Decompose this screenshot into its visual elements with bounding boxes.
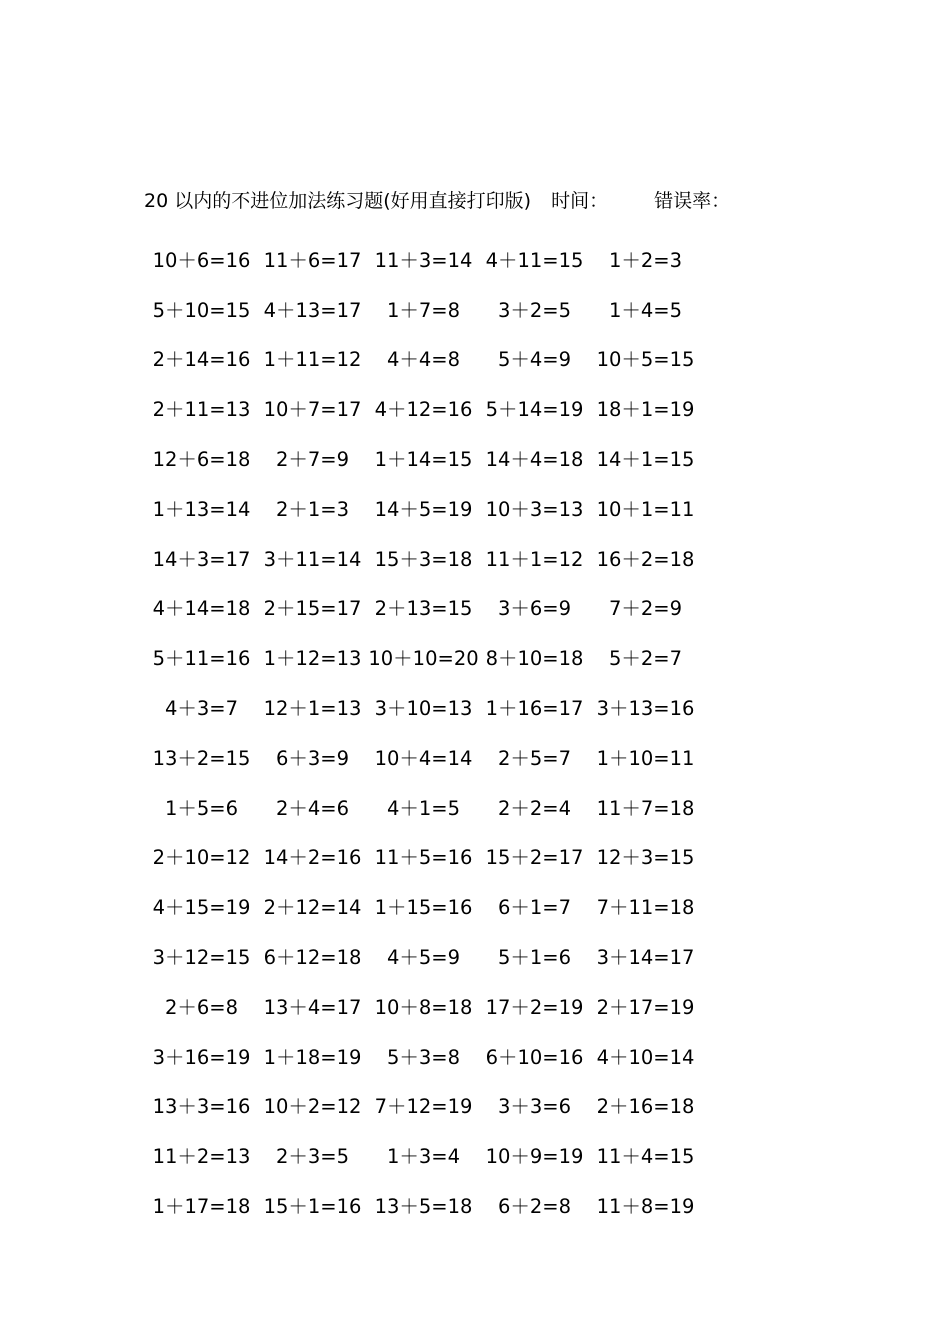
addition-problem: 14＋3=17 — [152, 547, 251, 571]
addition-problem: 1＋18=19 — [263, 1045, 362, 1069]
addition-problem: 2＋3=5 — [275, 1145, 350, 1169]
addition-problem: 2＋10=12 — [152, 846, 251, 870]
addition-problem: 11＋7=18 — [596, 796, 695, 820]
addition-problem: 1＋17=18 — [152, 1195, 251, 1219]
problem-row — [146, 1081, 701, 1131]
addition-problem: 1＋11=12 — [263, 348, 362, 372]
addition-problem: 4＋10=14 — [596, 1045, 695, 1069]
addition-problem: 4＋12=16 — [374, 398, 473, 422]
addition-problem: 14＋1=15 — [596, 448, 695, 472]
addition-problem: 11＋1=12 — [485, 547, 584, 571]
problem-row — [146, 1180, 701, 1230]
addition-problem: 12＋6=18 — [152, 448, 251, 472]
addition-problem: 2＋1=3 — [275, 497, 350, 521]
addition-problem: 5＋2=7 — [608, 647, 683, 671]
addition-problem: 1＋10=11 — [596, 746, 695, 770]
addition-problem: 2＋4=6 — [275, 796, 350, 820]
addition-problem: 2＋5=7 — [497, 746, 572, 770]
addition-problem: 15＋1=16 — [263, 1195, 362, 1219]
addition-problem: 13＋3=16 — [152, 1095, 251, 1119]
addition-problem: 10＋10=20 — [368, 647, 479, 671]
addition-problem: 3＋2=5 — [497, 298, 572, 322]
addition-problem: 11＋8=19 — [596, 1195, 695, 1219]
problem-row — [146, 583, 701, 633]
addition-problem: 4＋14=18 — [152, 597, 251, 621]
addition-problem: 15＋2=17 — [485, 846, 584, 870]
addition-problem: 2＋6=8 — [164, 995, 239, 1019]
addition-problem: 2＋2=4 — [497, 796, 572, 820]
addition-problem: 11＋6=17 — [263, 248, 362, 272]
addition-problem: 1＋2=3 — [608, 248, 683, 272]
addition-problem: 2＋7=9 — [275, 448, 350, 472]
problem-row — [146, 234, 701, 284]
addition-problem: 14＋5=19 — [374, 497, 473, 521]
addition-problem: 5＋1=6 — [497, 946, 572, 970]
addition-problem: 1＋16=17 — [485, 697, 584, 721]
addition-problem: 4＋15=19 — [152, 896, 251, 920]
problem-row — [146, 533, 701, 583]
addition-problem: 10＋7=17 — [263, 398, 362, 422]
addition-problem: 12＋1=13 — [263, 697, 362, 721]
problem-row — [146, 682, 701, 732]
addition-problem: 12＋3=15 — [596, 846, 695, 870]
addition-problem: 17＋2=19 — [485, 995, 584, 1019]
addition-problem: 6＋3=9 — [275, 746, 350, 770]
addition-problem: 3＋10=13 — [374, 697, 473, 721]
addition-problem: 1＋15=16 — [374, 896, 473, 920]
problem-row — [146, 732, 701, 782]
addition-problem: 10＋4=14 — [374, 746, 473, 770]
addition-problem: 2＋11=13 — [152, 398, 251, 422]
addition-problem: 3＋16=19 — [152, 1045, 251, 1069]
addition-problem: 1＋14=15 — [374, 448, 473, 472]
addition-problem: 10＋9=19 — [485, 1145, 584, 1169]
addition-problem: 3＋13=16 — [596, 697, 695, 721]
addition-problem: 11＋5=16 — [374, 846, 473, 870]
time-label: 时间： — [551, 190, 609, 212]
addition-problem: 10＋3=13 — [485, 497, 584, 521]
addition-problem: 4＋5=9 — [386, 946, 461, 970]
addition-problem: 4＋4=8 — [386, 348, 461, 372]
problem-row — [146, 1031, 701, 1081]
addition-problem: 1＋4=5 — [608, 298, 683, 322]
addition-problem: 1＋7=8 — [386, 298, 461, 322]
addition-problem: 6＋12=18 — [263, 946, 362, 970]
addition-problem: 6＋10=16 — [485, 1045, 584, 1069]
addition-problem: 14＋2=16 — [263, 846, 362, 870]
addition-problem: 11＋4=15 — [596, 1145, 695, 1169]
addition-problem: 1＋5=6 — [164, 796, 239, 820]
addition-problem: 10＋8=18 — [374, 995, 473, 1019]
problem-row — [146, 981, 701, 1031]
addition-problem: 10＋1=11 — [596, 497, 695, 521]
addition-problem: 3＋3=6 — [497, 1095, 572, 1119]
problem-row — [146, 782, 701, 832]
addition-problem: 7＋2=9 — [608, 597, 683, 621]
problem-row — [146, 483, 701, 533]
addition-problem: 5＋3=8 — [386, 1045, 461, 1069]
addition-problem: 11＋3=14 — [374, 248, 473, 272]
addition-problem: 4＋11=15 — [485, 248, 584, 272]
addition-problem: 1＋12=13 — [263, 647, 362, 671]
addition-problem: 11＋2=13 — [152, 1145, 251, 1169]
addition-problem: 13＋4=17 — [263, 995, 362, 1019]
addition-problem: 1＋3=4 — [386, 1145, 461, 1169]
addition-problem: 5＋11=16 — [152, 647, 251, 671]
addition-problem: 10＋5=15 — [596, 348, 695, 372]
addition-problem: 2＋14=16 — [152, 348, 251, 372]
addition-problem: 3＋14=17 — [596, 946, 695, 970]
error-rate-label: 错误率： — [654, 190, 731, 212]
addition-problem: 2＋17=19 — [596, 995, 695, 1019]
addition-problem: 6＋2=8 — [497, 1195, 572, 1219]
problem-row — [146, 284, 701, 334]
worksheet-header — [144, 186, 730, 216]
addition-problem: 8＋10=18 — [485, 647, 584, 671]
addition-problem: 10＋2=12 — [263, 1095, 362, 1119]
addition-problem: 15＋3=18 — [374, 547, 473, 571]
addition-problem: 5＋10=15 — [152, 298, 251, 322]
addition-problem: 14＋4=18 — [485, 448, 584, 472]
problem-row — [146, 383, 701, 433]
addition-problem: 5＋4=9 — [497, 348, 572, 372]
addition-problem: 4＋1=5 — [386, 796, 461, 820]
addition-problem: 4＋3=7 — [164, 697, 239, 721]
addition-problem: 2＋13=15 — [374, 597, 473, 621]
problem-row — [146, 334, 701, 384]
addition-problem: 2＋15=17 — [263, 597, 362, 621]
addition-problem: 2＋16=18 — [596, 1095, 695, 1119]
addition-problem: 13＋2=15 — [152, 746, 251, 770]
addition-problem: 7＋11=18 — [596, 896, 695, 920]
addition-problem: 3＋11=14 — [263, 547, 362, 571]
addition-problem: 18＋1=19 — [596, 398, 695, 422]
worksheet-title: 20 以内的不进位加法练习题(好用直接打印版) — [144, 190, 532, 212]
problem-row — [146, 632, 701, 682]
addition-problem: 5＋14=19 — [485, 398, 584, 422]
problem-row — [146, 1130, 701, 1180]
addition-problem: 13＋5=18 — [374, 1195, 473, 1219]
problem-grid — [146, 234, 701, 1230]
addition-problem: 2＋12=14 — [263, 896, 362, 920]
problem-row — [146, 433, 701, 483]
addition-problem: 1＋13=14 — [152, 497, 251, 521]
addition-problem: 16＋2=18 — [596, 547, 695, 571]
addition-problem: 3＋6=9 — [497, 597, 572, 621]
addition-problem: 4＋13=17 — [263, 298, 362, 322]
addition-problem: 3＋12=15 — [152, 946, 251, 970]
problem-row — [146, 881, 701, 931]
problem-row — [146, 832, 701, 882]
problem-row — [146, 931, 701, 981]
addition-problem: 10＋6=16 — [152, 248, 251, 272]
addition-problem: 7＋12=19 — [374, 1095, 473, 1119]
addition-problem: 6＋1=7 — [497, 896, 572, 920]
